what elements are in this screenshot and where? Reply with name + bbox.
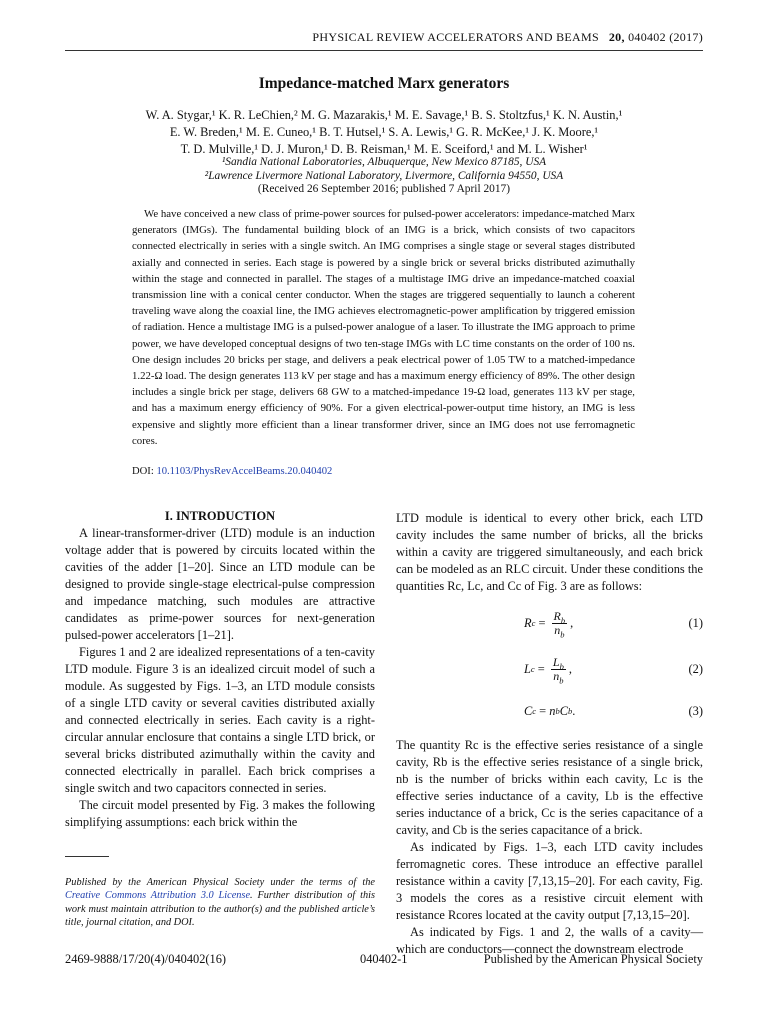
equation-number: (1) (688, 615, 703, 630)
fraction: $\frac{R_b}{n_b}$ (553, 608, 566, 639)
license-link[interactable]: Creative Commons Attribution 3.0 License (65, 890, 251, 902)
affiliation-1: ¹Sandia National Laboratories, Albuquerque, New Mexico 87185, USA (221, 156, 547, 168)
equation-body: L c = $\frac{L_b}{n_b}$ , (524, 654, 572, 685)
issn: 2469-9888/17/20(4)/040402(16) (65, 952, 227, 966)
paragraph: A linear-transformer-driver (LTD) module is an induction voltage adder that is powered by circuits located within the cavities of the adder [1–20]. Since an LTD module can be designed to provide single-stage electrical-pulse compression and impedance matching, such modules are attractive candidates as prime-power sources for next-generation pulsed-power accelerators [1–21]. (65, 526, 375, 642)
header-rule (65, 50, 703, 51)
paragraph: As indicated by Figs. 1–3, each LTD cavity includes ferromagnetic cores. These introduce an effective parallel resistance within a cavity [7,13,15–20]. For each cavity, Fig. 3 models the cores as a resistive circuit element with resistance Rcores located at the cavity output [7,13,15–20]. (396, 840, 703, 922)
running-header (65, 30, 703, 45)
journal-citation: 040402 (2017) (628, 30, 703, 44)
author-line: T. D. Mulville,¹ D. J. Muron,¹ D. B. Reisman,¹ M. E. Sceiford,¹ and M. L. Wisher¹ (180, 142, 588, 156)
equation-body: R c = $\frac{R_b}{n_b}$ , (524, 608, 574, 639)
author-list (105, 107, 663, 158)
paragraph: LTD module is identical to every other brick, each LTD cavity includes the same number of bricks, all the bricks within a cavity are triggered simultaneously, and each brick can be modeled as an RLC circuit. Under these conditions the quantities Rc, Lc, and Cc of Fig. 3 are as follows: (396, 511, 703, 593)
equation-body: C c = n b C b . (524, 703, 576, 718)
publisher: Published by the American Physical Society (483, 952, 703, 966)
journal-volume: 20, (608, 30, 625, 44)
paragraph: As indicated by Figs. 1 and 2, the walls of a cavity—which are conductors—connect the downstream electrode (396, 925, 703, 956)
footnote-rule (65, 856, 109, 857)
doi-link[interactable]: 10.1103/PhysRevAccelBeams.20.040402 (156, 466, 333, 477)
section-heading: I. INTRODUCTION (164, 509, 276, 523)
doi-label: DOI: (132, 466, 154, 477)
abstract: We have conceived a new class of prime-power sources for pulsed-power accelerators: impedance-matched Marx generators (IMGs). The fundamental building block of an IMG is a brick, which consists of two capacitors connected electrically in series with a single switch. An IMG comprises a single stage or several stages distributed axially and connected in series. Each stage is powered by a single brick or several bricks distributed azimuthally within the stage and connected in parallel. The stages of a multistage IMG drive an impedance-matched coaxial transmission line with a conical center conductor. When the stages are triggered sequentially to launch a coherent traveling wave along the coaxial line, the IMG achieves electromagnetic-power amplification by triggered emission of radiation. Hence a multistage IMG is a pulsed-power analogue of a laser. To illustrate the IMG approach to prime power, we have developed conceptual designs of two ten-stage IMGs with LC time constants on the order of 100 ns. One design includes 20 bricks per stage, and delivers a peak electrical power of 1.05 TW to a matched-impedance 1.22-Ω load. The design generates 113 kV per stage and has a maximum energy efficiency of 89%. The other design includes a single brick per stage, delivers 68 GW to a matched-impedance 19-Ω load, generates 113 kV per stage, and has a maximum energy efficiency of 90%. For a given electrical-power-output time history, an IMG is less expensive and slightly more efficient than a linear transformer driver, since an IMG does not use ferromagnetic cores. (132, 208, 635, 447)
author-line: E. W. Breden,¹ M. E. Cuneo,¹ B. T. Hutsel,¹ S. A. Lewis,¹ G. R. McKee,¹ J. K. Moore,¹ (169, 125, 599, 139)
paragraph: Figures 1 and 2 are idealized representations of a ten-cavity LTD module. Figure 3 is an idealized circuit model of such a module. As suggested by Figs. 1–3, an LTD module consists of a single LTD cavity or several cavities distributed axially and connected electrically in series. Each cavity is a right-circular annular enclosure that contains a single LTD brick, or several bricks distributed azimuthally within the cavity and connected electrically in parallel. Each brick comprises a single switch and two capacitors connected in series. (65, 645, 375, 795)
equation-1 (396, 603, 703, 643)
doi-line (132, 466, 332, 477)
received-dates: (Received 26 September 2016; published 7 April 2017) (257, 183, 511, 196)
right-column (396, 510, 703, 958)
affiliation-2: ²Lawrence Livermore National Laboratory, Livermore, California 94550, USA (204, 169, 564, 182)
equation-2 (396, 649, 703, 689)
paragraph: The circuit model presented by Fig. 3 makes the following simplifying assumptions: each brick within the (65, 798, 375, 829)
author-line: W. A. Stygar,¹ K. R. LeChien,² M. G. Mazarakis,¹ M. E. Savage,¹ B. S. Stoltzfus,¹ K. N. Austin,¹ (145, 108, 623, 122)
paper-title: Impedance-matched Marx generators (258, 75, 510, 92)
equation-3 (396, 691, 703, 731)
journal-name: PHYSICAL REVIEW ACCELERATORS AND BEAMS (312, 30, 599, 44)
left-column (65, 508, 375, 831)
affiliations (65, 156, 703, 197)
fraction: $\frac{L_b}{n_b}$ (552, 654, 564, 685)
equation-number: (3) (688, 703, 703, 718)
page-number: 040402-1 (360, 952, 408, 966)
paragraph: The quantity Rc is the effective series resistance of a single cavity, Rb is the effective series resistance of a single brick, nb is the number of bricks within each cavity, Lc is the effective series inductance of a cavity, Lb is the effective series inductance of a brick, Cc is the series capacitance of a cavity, and Cb is the series capacitance of a brick. (396, 738, 703, 837)
license-footnote: Published by the American Physical Society under the terms of the Creative Commons Attribution 3.0 License. Further distribution of this work must maintain attribution to the author(s) and the published article’s title, journal citation, and DOI. (65, 877, 375, 929)
equation-number: (2) (688, 661, 703, 676)
